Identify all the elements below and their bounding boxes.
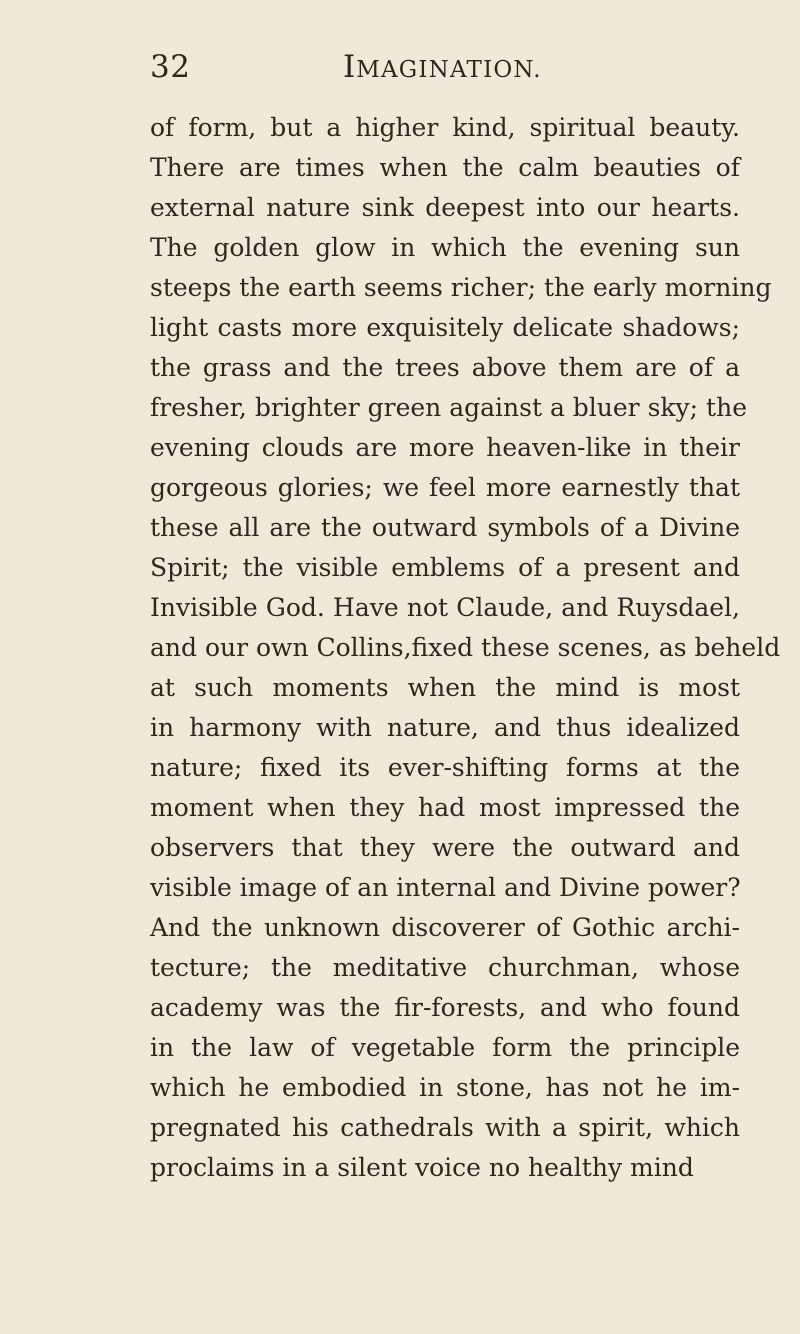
text-line: observers that they were the outward and: [150, 833, 740, 862]
text-line: light casts more exquisitely delicate shadows;: [150, 313, 740, 342]
page-number: 32: [150, 49, 191, 85]
text-line: these all are the outward symbols of a Divine: [150, 513, 740, 542]
text-line: tecture; the meditative churchman, whose: [150, 953, 740, 982]
text-line: of form, but a higher kind, spiritual beauty.: [150, 113, 740, 142]
text-line: steeps the earth seems richer; the early morning: [150, 273, 772, 302]
text-line: proclaims in a silent voice no healthy mind: [150, 1153, 694, 1182]
text-line: the grass and the trees above them are of a: [150, 353, 740, 382]
text-line: in the law of vegetable form the principle: [150, 1033, 740, 1062]
running-head: IMAGINATION.: [343, 49, 542, 85]
text-line: external nature sink deepest into our hearts.: [150, 193, 740, 222]
text-line: Spirit; the visible emblems of a present and: [150, 553, 740, 582]
text-line: academy was the fir-forests, and who found: [150, 993, 740, 1022]
text-line: and our own Collins,fixed these scenes, as beheld: [150, 633, 781, 662]
text-line: There are times when the calm beauties of: [150, 153, 740, 182]
body-text: [150, 108, 781, 1188]
text-line: moment when they had most impressed the: [150, 793, 740, 822]
text-line: which he embodied in stone, has not he im-: [150, 1073, 740, 1102]
text-line: visible image of an internal and Divine power?: [150, 873, 741, 902]
text-line: in harmony with nature, and thus idealized: [150, 713, 740, 742]
text-line: Invisible God. Have not Claude, and Ruysdael,: [150, 593, 740, 622]
text-line: evening clouds are more heaven-like in their: [150, 433, 740, 462]
text-line: pregnated his cathedrals with a spirit, which: [150, 1113, 740, 1142]
text-line: fresher, brighter green against a bluer sky; the: [150, 393, 747, 422]
text-line: And the unknown discoverer of Gothic archi-: [150, 913, 740, 942]
text-line: The golden glow in which the evening sun: [150, 233, 740, 262]
text-line: nature; fixed its ever-shifting forms at the: [150, 753, 740, 782]
text-line: at such moments when the mind is most: [150, 673, 740, 702]
text-line: gorgeous glories; we feel more earnestly that: [150, 473, 740, 502]
